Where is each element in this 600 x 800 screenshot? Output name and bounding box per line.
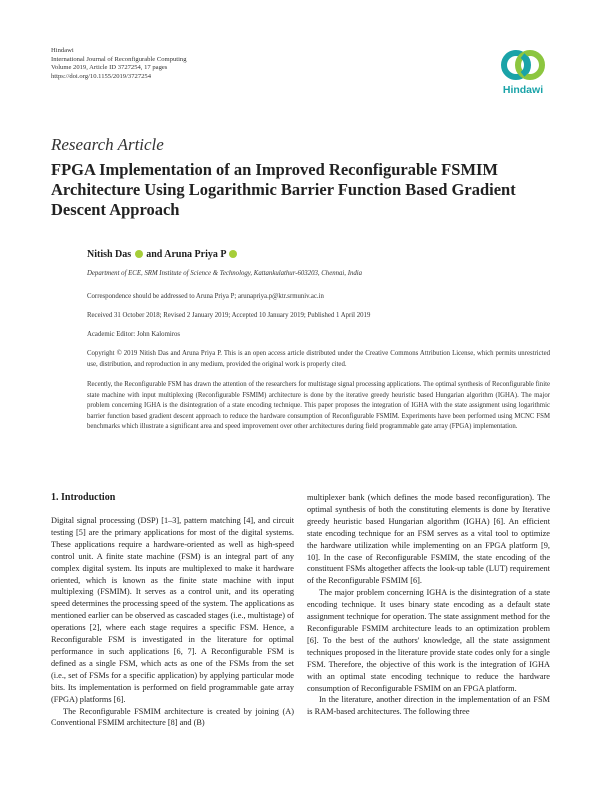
orcid-icon[interactable] (229, 250, 237, 258)
paragraph: The major problem concerning IGHA is the disintegration of a state encoding technique. It uses binary state encoding as a default state assignment technique for operation. The state assignment method for the Reconfigurable FSMIM architecture leads to an optimization problem [6]. To the best of the authors' knowledge, all the state assignment techniques proposed in the literature provide state codes only for a single FSM. Therefore, the objective of this work is the integration of IGHA with an optimal state encoding technique to reduce the hardware consumption of Reconfigurable FSMIM on an FPGA platform. (307, 588, 550, 693)
article-type: Research Article (51, 135, 164, 154)
author-name[interactable]: Nitish Das (87, 249, 132, 260)
hindawi-logo-icon (500, 47, 546, 83)
journal-name: International Journal of Reconfigurable Computing (51, 55, 187, 63)
paragraph: Digital signal processing (DSP) [1–3], pattern matching [4], and circuit testing [5] are the primary applications for most of the digital systems. These applications require a hardware-oriented as well as high-speed control unit. A finite state machine (FSM) is an integral part of any complex digital system. Its inputs are multiplexed to make it hardware oriented, which is known as the finite state machine with input multiplexing (FSMIM). It serves as a control unit, and its operating speed determines the processing speed of the system. The applications as mentioned earlier can be observed as cascaded stages (i.e., multistage) of operations [2], where each stage requires a specific FSM. Hence, a Reconfigurable FSM is investigated in the literature for optimal performance in such applications [6, 7]. A Reconfigurable FSM is defined as a single FSM, which acts as one of the FSMs from the set (i.e., set of FSMs for a specific application) by applying particular mode bits. Its implementation is performed on field programmable gate array (FPGA) platforms [6]. (51, 516, 294, 704)
author-joiner: and (146, 249, 163, 260)
volume-info: Volume 2019, Article ID 3727254, 17 pages (51, 64, 168, 72)
logo-wordmark: Hindawi (502, 84, 544, 96)
author-name[interactable]: Aruna Priya P (164, 249, 226, 260)
paragraph: multiplexer bank (which defines the mode based reconfiguration). The optimal synthesis of both the constituting elements is done by Iterative greedy heuristic based Hungarian algorithm (IGHA) [6]. An efficient state encoding technique for an FSM serves as a vital tool to optimize the hardware utilization while implementing on an FPGA platform [9, 10]. In the case of Reconfigurable FSMIM, the state encoding of the constituent FSMs altogether affects the look-up table (LUT) requirement of the Reconfigurable FSMIM [6]. (307, 493, 550, 586)
orcid-icon[interactable] (135, 250, 143, 258)
publication-dates: Received 31 October 2018; Revised 2 January 2019; Accepted 10 January 2019; Published 1 April 2019 (87, 312, 371, 319)
doi-link[interactable]: https://doi.org/10.1155/2019/3727254 (51, 72, 152, 80)
body-column-left (51, 515, 294, 729)
journal-header (51, 47, 187, 81)
correspondence: Correspondence should be addressed to Aruna Priya P; arunapriya.p@ktr.srmuniv.ac.in (87, 293, 324, 300)
hindawi-logo (495, 47, 551, 96)
section-heading: 1. Introduction (51, 492, 116, 503)
paragraph: The Reconfigurable FSMIM architecture is created by joining (A) Conventional FSMIM architecture [8] and (B) (51, 706, 294, 728)
copyright-notice: Copyright © 2019 Nitish Das and Aruna Priya P. This is an open access article distributed under the Creative Commons Attribution License, which permits unrestricted use, distribution, and reproduction in any medium, provided the original work is properly cited. (87, 350, 550, 368)
author-line (87, 249, 238, 260)
body-column-right (307, 492, 550, 718)
publisher-name: Hindawi (51, 47, 74, 54)
paper-title: FPGA Implementation of an Improved Reconfigurable FSMIM Architecture Using Logarithmic Barrier Function Based Gradient Descent Approach (51, 160, 516, 219)
paragraph: In the literature, another direction in the implementation of an FSM is RAM-based architectures. The following three (307, 695, 550, 717)
academic-editor: Academic Editor: John Kalomiros (87, 331, 181, 338)
abstract: Recently, the Reconfigurable FSM has drawn the attention of the researchers for multistage signal processing applications. The optimal synthesis of Reconfigurable finite state machine with input multiplexing (Reconfigurable FSMIM) architecture is done by the iterative greedy heuristic based Hungarian algorithm (IGHA). The major problem concerning IGHA is the disintegration of a state encoding technique. This paper proposes the integration of IGHA with the state assignment using logarithmic barrier function based gradient descent approach to reduce the hardware consumption of Reconfigurable FSMIM. Experiments have been performed using MCNC FSM benchmarks which illustrate a significant area and speed improvement over other architectures during field programmable gate array (FPGA) implementation. (87, 381, 550, 430)
affiliation: Department of ECE, SRM Institute of Science & Technology, Kattankulathur-603203, Chennai, India (87, 270, 363, 277)
